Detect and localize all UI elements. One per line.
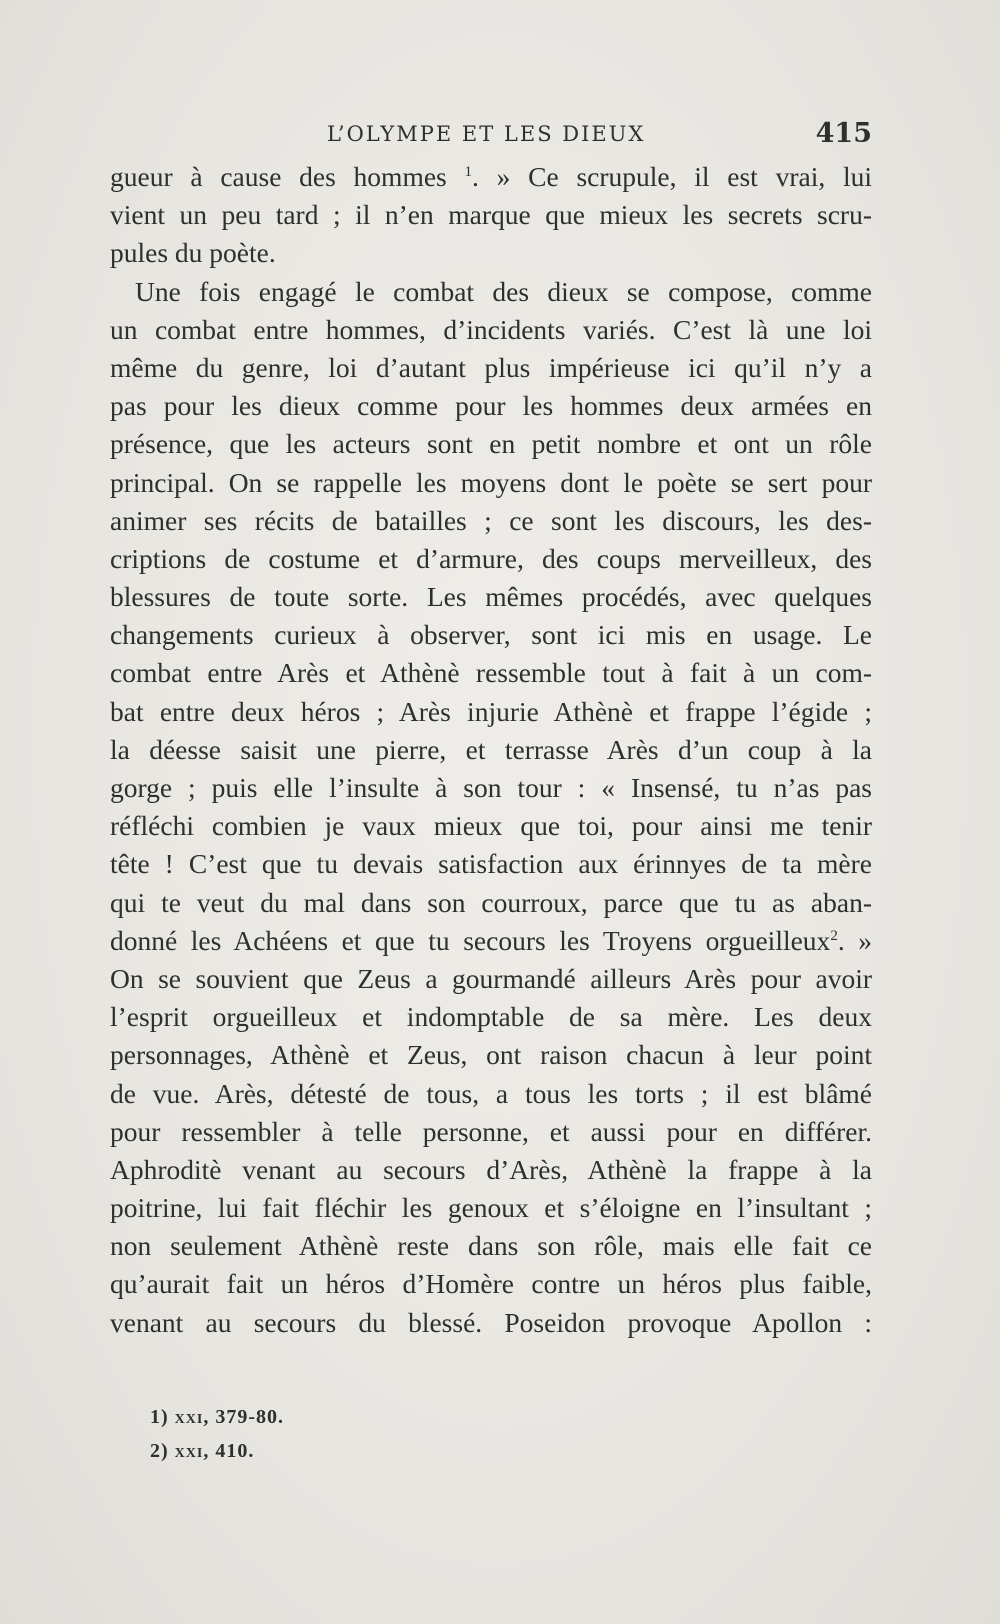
text-line: réfléchi combien je vaux mieux que toi, pour ainsi me tenir (110, 810, 872, 842)
body-text (110, 158, 872, 1342)
page-number: 415 (815, 118, 872, 149)
text-line: présence, que les acteurs sont en petit nombre et ont un rôle (110, 428, 872, 460)
footnote: 2) xxi, 410. (150, 1440, 255, 1462)
text-line: changements curieux à observer, sont ici mis en usage. Le (110, 619, 872, 651)
running-title: L’OLYMPE ET LES DIEUX (327, 122, 646, 146)
footnote-ref: 2 (830, 927, 838, 944)
text-line-continuation: . » (837, 924, 872, 956)
text-line: gorge ; puis elle l’insulte à son tour : « Insensé, tu n’as pas (110, 772, 872, 803)
text-line: l’esprit orgueilleux et indomptable de sa mère. Les deux (110, 1001, 872, 1033)
text-line: même du genre, loi d’autant plus impérieuse ici qu’il n’y a (110, 351, 872, 383)
text-line: qu’aurait fait un héros d’Homère contre un héros plus faible, (110, 1268, 872, 1300)
text-line (110, 922, 872, 960)
text-line: bat entre deux héros ; Arès injurie Athènè et frappe l’égide ; (110, 695, 872, 727)
footnote: 1) xxi, 379-80. (150, 1406, 284, 1428)
text-line: non seulement Athènè reste dans son rôle, mais elle fait ce (110, 1230, 872, 1262)
text-line: tête ! C’est que tu devais satisfaction aux érinnyes de ta mère (110, 848, 872, 880)
text-line: Une fois engagé le combat des dieux se compose, comme (135, 275, 872, 307)
text-line: venant au secours du blessé. Poseidon provoque Apollon : (110, 1306, 872, 1338)
text-line: blessures de toute sorte. Les mêmes procédés, avec quelques (110, 581, 872, 613)
text-line (110, 158, 872, 196)
text-line-continuation: . » Ce scrupule, il est vrai, lui (472, 161, 872, 192)
text-line: criptions de costume et d’armure, des coups merveilleux, des (110, 542, 872, 574)
text-line: un combat entre hommes, d’incidents variés. C’est là une loi (110, 313, 872, 345)
text-line: la déesse saisit une pierre, et terrasse Arès d’un coup à la (110, 733, 872, 765)
text-line: pour ressembler à telle personne, et aussi pour en différer. (110, 1115, 872, 1147)
text-line: personnages, Athènè et Zeus, ont raison chacun à leur point (110, 1039, 872, 1071)
footnote-ref: 1 (464, 163, 473, 180)
text-line: de vue. Arès, détesté de tous, a tous les torts ; il est blâmé (110, 1077, 872, 1109)
text-line-content: gueur à cause des hommes (110, 161, 465, 192)
text-line: poitrine, lui fait fléchir les genoux et s’éloigne en l’insultant ; (110, 1192, 872, 1224)
running-head (112, 118, 872, 154)
text-line: On se souvient que Zeus a gourmandé ailleurs Arès pour avoir (110, 962, 872, 994)
text-line: combat entre Arès et Athènè ressemble tout à fait à un com- (110, 657, 872, 689)
text-line: pas pour les dieux comme pour les hommes deux armées en (110, 390, 872, 422)
text-line: pules du poète. (110, 237, 276, 269)
text-line: vient un peu tard ; il n’en marque que mieux les secrets scru- (110, 199, 872, 231)
text-line: Aphroditè venant au secours d’Arès, Athènè la frappe à la (110, 1153, 872, 1185)
footnotes (150, 1400, 650, 1468)
text-line-content: donné les Achéens et que tu secours les Troyens orgueilleux (110, 924, 831, 956)
text-line: principal. On se rappelle les moyens dont le poète se sert pour (110, 466, 872, 498)
text-line: animer ses récits de batailles ; ce sont les discours, les des- (110, 504, 872, 536)
text-line: qui te veut du mal dans son courroux, parce que tu as aban- (110, 886, 872, 918)
